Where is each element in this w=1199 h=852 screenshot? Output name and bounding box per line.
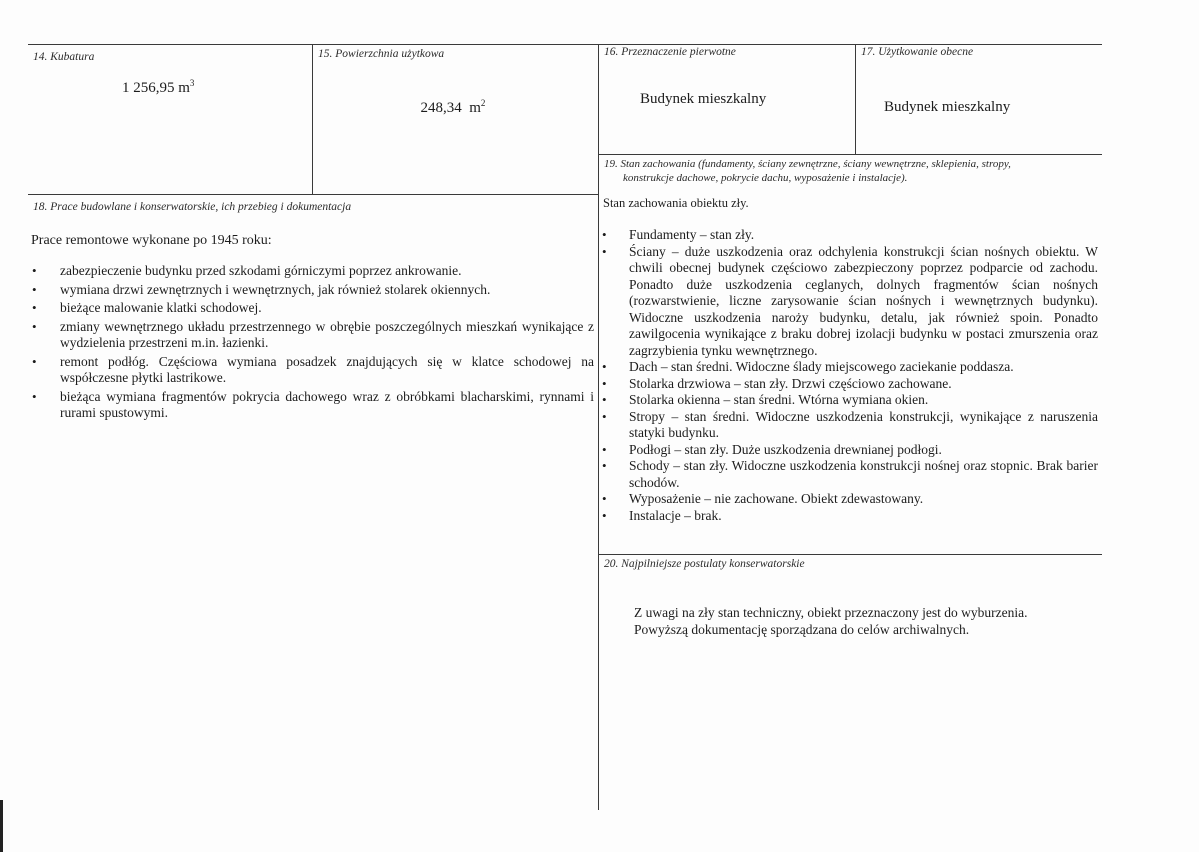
- divider-19-20: [598, 554, 1102, 555]
- list-item: • zmiany wewnętrznego układu przestrzennego w obrębie poszczególnych mieszkań wynikające z wydzielenia przestrzeni m.in. łazienki.: [32, 319, 594, 352]
- list-item: • zabezpieczenie budynku przed szkodami górniczymi poprzez ankrowanie.: [32, 263, 594, 280]
- list-item: • Fundamenty – stan zły.: [602, 227, 1098, 244]
- field-18-intro: Prace remontowe wykonane po 1945 roku:: [31, 233, 272, 248]
- list-item: • Podłogi – stan zły. Duże uszkodzenia drewnianej podłogi.: [602, 442, 1098, 459]
- field-19-label-line1: 19. Stan zachowania (fundamenty, ściany zewnętrzne, ściany wewnętrzne, sklepienia, stropy,: [604, 158, 1011, 170]
- area-number: 248,34 m: [420, 100, 481, 116]
- list-item: • Ściany – duże uszkodzenia oraz odchylenia konstrukcji ścian nośnych obiektu. W chwili obecnej budynek częściowo zabezpieczony poprzez podparcie od zachodu. Ponadto duże uszkodzenia ceglanych, dolnych fragmentów ścian nośnych (rozwarstwienie, liczne zarysowanie ścian nośnych i wewnętrznych budynku). Widoczne uszkodzenia naroży budynku, detalu, jak również spoin. Ponadto zawilgocenia wynikające z braku dobrej izolacji budynku w postaci zmurszenia oraz zagrzybienia tynku wewnętrznego.: [602, 244, 1098, 360]
- field-17-label: 17. Użytkowanie obecne: [861, 46, 974, 58]
- list-item: • wymiana drzwi zewnętrznych i wewnętrznych, jak również stolarek okiennych.: [32, 282, 594, 299]
- area-unit-exponent: 2: [480, 98, 486, 108]
- field-15-value: [413, 81, 485, 117]
- field-16-value: Budynek mieszkalny: [640, 91, 767, 107]
- field-19-list-container: [602, 227, 1098, 524]
- divider-14-18: [28, 194, 598, 195]
- field-18-label: 18. Prace budowlane i konserwatorskie, ich przebieg i dokumentacja: [33, 201, 352, 213]
- field-14-label: 14. Kubatura: [33, 51, 95, 63]
- field-20-label: 20. Najpilniejsze postulaty konserwatorskie: [604, 558, 805, 570]
- divider-14-15: [312, 44, 313, 194]
- field-20-line1: Z uwagi na zły stan techniczny, obiekt przeznaczony jest do wyburzenia.: [634, 605, 1028, 620]
- divider-15-16: [598, 44, 599, 810]
- list-item: • Stropy – stan średni. Widoczne uszkodzenia konstrukcji, wynikające z naruszenia statyki budynku.: [602, 409, 1098, 442]
- field-20-line2: Powyższą dokumentację sporządzana do celów archiwalnych.: [634, 622, 970, 637]
- divider-16-19: [598, 154, 1102, 155]
- list-item: • Stolarka drzwiowa – stan zły. Drzwi częściowo zachowane.: [602, 376, 1098, 393]
- scan-edge-mark: [0, 800, 3, 852]
- field-19-list: [602, 227, 1098, 524]
- field-16-label: 16. Przeznaczenie pierwotne: [604, 46, 736, 58]
- field-18-list: [32, 263, 594, 422]
- list-item: • Dach – stan średni. Widoczne ślady miejscowego zaciekanie poddasza.: [602, 359, 1098, 376]
- field-18-list-container: [32, 263, 594, 424]
- list-item: • Wyposażenie – nie zachowane. Obiekt zdewastowany.: [602, 491, 1098, 508]
- list-item: • Instalacje – brak.: [602, 508, 1098, 525]
- kubatura-unit-exponent: 3: [189, 78, 195, 88]
- kubatura-number: 1 256,95 m: [122, 80, 190, 96]
- list-item: • Stolarka okienna – stan średni. Wtórna wymiana okien.: [602, 392, 1098, 409]
- list-item: • remont podłóg. Częściowa wymiana posadzek znajdujących się w klatce schodowej na współczesne płytki lastrikowe.: [32, 354, 594, 387]
- list-item: • Schody – stan zły. Widoczne uszkodzenia konstrukcji nośnej oraz stopnic. Brak barier schodów.: [602, 458, 1098, 491]
- field-14-value: [122, 79, 194, 97]
- field-19-label-line2: konstrukcje dachowe, pokrycie dachu, wyposażenie i instalacje).: [623, 172, 908, 184]
- field-19-summary: Stan zachowania obiektu zły.: [603, 196, 749, 210]
- divider-16-17: [855, 44, 856, 154]
- list-item: • bieżące malowanie klatki schodowej.: [32, 300, 594, 317]
- list-item: • bieżąca wymiana fragmentów pokrycia dachowego wraz z obróbkami blacharskimi, rynnami i rurami spustowymi.: [32, 389, 594, 422]
- field-15-label: 15. Powierzchnia użytkowa: [318, 48, 445, 60]
- field-17-value: Budynek mieszkalny: [884, 99, 1011, 115]
